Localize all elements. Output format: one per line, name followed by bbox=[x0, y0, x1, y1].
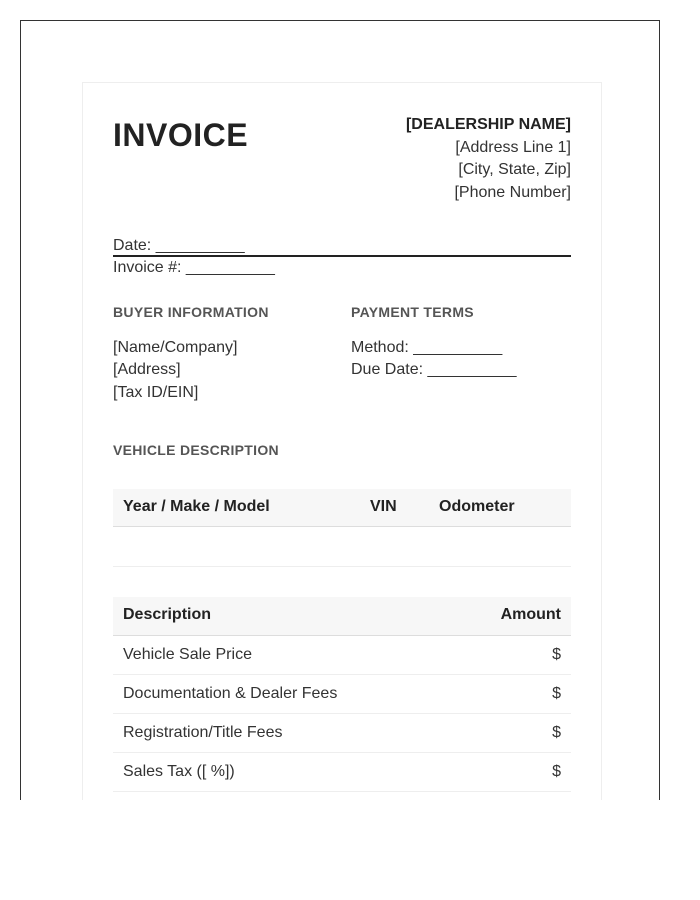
dealer-city-state-zip: [City, State, Zip] bbox=[458, 161, 571, 178]
vehicle-section-label: VEHICLE DESCRIPTION bbox=[113, 442, 279, 458]
table-row bbox=[113, 714, 571, 753]
buyer-name: [Name/Company] bbox=[113, 339, 238, 356]
vehicle-col-year-make-model: Year / Make / Model bbox=[123, 498, 270, 515]
payment-method: Method: __________ bbox=[351, 339, 503, 356]
dealer-phone: [Phone Number] bbox=[454, 183, 571, 201]
item-amount: $ bbox=[552, 724, 561, 741]
item-description: Registration/Title Fees bbox=[123, 724, 283, 741]
date-field: Date: __________ bbox=[113, 237, 245, 254]
item-description: Sales Tax ([ %]) bbox=[123, 763, 235, 780]
buyer-address: [Address] bbox=[113, 361, 181, 378]
document-frame bbox=[20, 20, 660, 800]
buyer-tax-id: [Tax ID/EIN] bbox=[113, 384, 199, 401]
vehicle-col-vin: VIN bbox=[370, 498, 397, 515]
invoice-title: INVOICE bbox=[113, 117, 249, 153]
payment-due-date: Due Date: __________ bbox=[351, 361, 517, 378]
vehicle-table-row bbox=[113, 527, 571, 567]
header-divider bbox=[113, 255, 571, 257]
item-amount: $ bbox=[552, 763, 561, 780]
item-amount: $ bbox=[552, 685, 561, 702]
invoice-page bbox=[82, 82, 602, 800]
vehicle-col-odometer: Odometer bbox=[439, 498, 515, 515]
table-row bbox=[113, 675, 571, 714]
dealer-address: [Address Line 1] bbox=[455, 138, 571, 156]
table-row bbox=[113, 753, 571, 792]
items-col-amount: Amount bbox=[500, 606, 561, 623]
vehicle-table-header bbox=[113, 489, 571, 527]
table-row bbox=[113, 636, 571, 675]
item-amount: $ bbox=[552, 646, 561, 663]
item-description: Documentation & Dealer Fees bbox=[123, 685, 338, 702]
items-table-header bbox=[113, 597, 571, 636]
dealer-name: [DEALERSHIP NAME] bbox=[405, 116, 571, 133]
payment-section-label: PAYMENT TERMS bbox=[351, 304, 474, 320]
item-description: Vehicle Sale Price bbox=[123, 646, 252, 663]
buyer-section-label: BUYER INFORMATION bbox=[113, 304, 269, 320]
invoice-number-field: Invoice #: __________ bbox=[113, 259, 275, 276]
items-col-description: Description bbox=[123, 606, 212, 623]
dealer-info bbox=[406, 114, 571, 204]
